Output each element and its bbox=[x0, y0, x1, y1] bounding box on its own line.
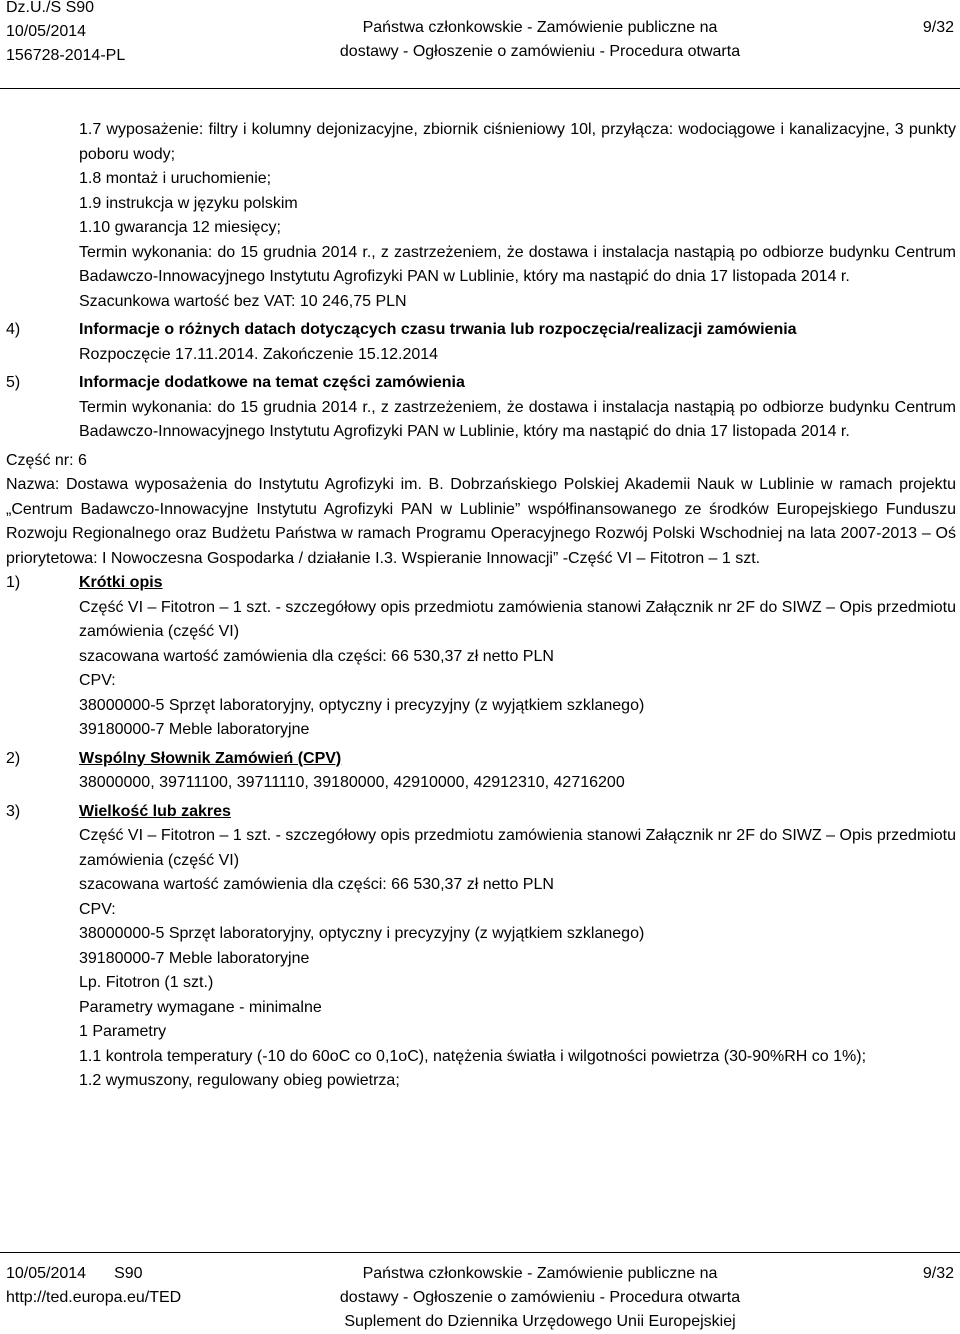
footer-series: S90 bbox=[114, 1265, 143, 1282]
header-rule bbox=[0, 88, 960, 89]
header-title-line1: Państwa członkowskie - Zamówienie publiczne na bbox=[362, 19, 718, 36]
subsection-1-number: 1) bbox=[6, 574, 21, 591]
top-line-5: Termin wykonania: do 15 grudnia 2014 r., z zastrzeżeniem, że dostawa i instalacja nastąpią po odbiorze budynku Centrum Badawczo-Innowacyjnego Instytutu Agrofizyki PAN w Lublinie, który ma nastąpić do dnia 17 listopada 2014 r. bbox=[79, 243, 956, 285]
subsection-3-params-sub: 1 Parametry bbox=[79, 1023, 167, 1040]
part-block bbox=[0, 449, 960, 572]
footer-title-line3: Suplement do Dziennika Urzędowego Unii Europejskiej bbox=[344, 1313, 736, 1330]
header-page-number: 9/32 bbox=[922, 19, 954, 36]
subsection-3-number: 3) bbox=[6, 802, 21, 820]
header-title-line2: dostawy - Ogłoszenie o zamówieniu - Procedura otwarta bbox=[339, 43, 741, 60]
footer-url[interactable]: http://ted.europa.eu/TED bbox=[6, 1289, 182, 1306]
subsection-1-title: Krótki opis bbox=[79, 574, 163, 591]
footer-title-line1: Państwa członkowskie - Zamówienie publiczne na bbox=[362, 1265, 718, 1282]
part-name: Nazwa: Dostawa wyposażenia do Instytutu Agrofizyki im. B. Dobrzańskiego Polskiej Akademii Nauk w Lublinie w ramach projektu „Centrum Badawczo-Innowacyjne Instytutu Agrofizyki PAN w Lublinie” współfinansowanego ze środków Europejskiego Funduszu Rozwoju Regionalnego oraz Budżetu Państwa w ramach Programu Operacyjnego Rozwój Polski Wschodniej na lata 2007-2013 – Oś priorytetowa: I Nowoczesna Gospodarka / działanie I.3. Wspieranie Innowacji” -Część VI – Fitotron – 1 szt. bbox=[6, 476, 956, 567]
section-5 bbox=[0, 371, 960, 445]
footer-page-number: 9/32 bbox=[922, 1265, 954, 1282]
section-4 bbox=[0, 318, 960, 367]
subsection-2-title: Wspólny Słownik Zamówień (CPV) bbox=[79, 749, 342, 767]
subsection-3-param-1: 1.1 kontrola temperatury (-10 do 60oC co 0,1oC), natężenia światła i wilgotności powietrza (30-90%RH co 1%); bbox=[79, 1047, 867, 1065]
section-5-text: Termin wykonania: do 15 grudnia 2014 r., z zastrzeżeniem, że dostawa i instalacja nastąpią po odbiorze budynku Centrum Badawczo-Innowacyjnego Instytutu Agrofizyki PAN w Lublinie, który ma nastąpić do dnia 17 listopada 2014 r. bbox=[79, 398, 956, 440]
top-line-4: 1.10 gwarancja 12 miesięcy; bbox=[79, 219, 281, 236]
subsection-1-value: szacowana wartość zamówienia dla części: 66 530,37 zł netto PLN bbox=[79, 647, 554, 665]
subsection-2-codes: 38000000, 39711100, 39711110, 39180000, 42910000, 42912310, 42716200 bbox=[79, 774, 625, 791]
subsection-3-lp: Lp. Fitotron (1 szt.) bbox=[79, 974, 214, 991]
subsection-3-cpv-label: CPV: bbox=[79, 900, 116, 918]
subsection-3-desc: Część VI – Fitotron – 1 szt. - szczegółowy opis przedmiotu zamówienia stanowi Załącznik nr 2F do SIWZ – Opis przedmiotu zamówienia (część VI) bbox=[79, 827, 956, 869]
top-line-3: 1.9 instrukcja w języku polskim bbox=[79, 194, 298, 212]
page-header bbox=[0, 0, 960, 66]
footer-center bbox=[300, 1262, 780, 1334]
footer-rule bbox=[0, 1252, 960, 1253]
header-notice-id: 156728-2014-PL bbox=[6, 47, 126, 64]
header-left bbox=[6, 0, 125, 68]
header-journal: Dz.U./S S90 bbox=[6, 0, 95, 16]
footer-title-line2: dostawy - Ogłoszenie o zamówieniu - Procedura otwarta bbox=[339, 1289, 741, 1306]
subsection-1-cpv-label: CPV: bbox=[79, 672, 116, 689]
part-label: Część nr: 6 bbox=[6, 451, 87, 469]
section-4-title: Informacje o różnych datach dotyczących czasu trwania lub rozpoczęcia/realizacji zamówienia bbox=[79, 321, 797, 338]
subsection-2-number: 2) bbox=[6, 749, 21, 767]
section-5-number: 5) bbox=[6, 374, 21, 391]
subsection-3-value: szacowana wartość zamówienia dla części: 66 530,37 zł netto PLN bbox=[79, 876, 554, 893]
subsection-3-param-2: 1.2 wymuszony, regulowany obieg powietrza; bbox=[79, 1072, 400, 1089]
subsection-1-cpv-1: 38000000-5 Sprzęt laboratoryjny, optyczny i precyzyjny (z wyjątkiem szklanego) bbox=[79, 696, 645, 714]
section-5-title: Informacje dodatkowe na temat części zamówienia bbox=[79, 374, 465, 391]
subsection-2 bbox=[0, 747, 960, 796]
subsection-3-cpv-2: 39180000-7 Meble laboratoryjne bbox=[79, 949, 310, 967]
header-date: 10/05/2014 bbox=[6, 23, 87, 40]
top-line-2: 1.8 montaż i uruchomienie; bbox=[79, 170, 272, 187]
header-center bbox=[330, 16, 750, 64]
subsection-3-title: Wielkość lub zakres bbox=[79, 802, 231, 820]
section-4-number: 4) bbox=[6, 321, 21, 338]
subsection-1-desc: Część VI – Fitotron – 1 szt. - szczegółowy opis przedmiotu zamówienia stanowi Załącznik nr 2F do SIWZ – Opis przedmiotu zamówienia (część VI) bbox=[79, 598, 956, 640]
footer-left bbox=[6, 1262, 143, 1286]
subsection-1 bbox=[0, 571, 960, 743]
footer-date: 10/05/2014 bbox=[6, 1265, 87, 1282]
top-block bbox=[0, 118, 960, 314]
main-content bbox=[0, 118, 960, 1094]
top-line-1: 1.7 wyposażenie: filtry i kolumny dejonizacyjne, zbiornik ciśnieniowy 10l, przyłącza: wodociągowe i kanalizacyjne, 3 punkty poboru wody; bbox=[79, 121, 956, 163]
section-4-text: Rozpoczęcie 17.11.2014. Zakończenie 15.12.2014 bbox=[79, 345, 439, 363]
subsection-3-cpv-1: 38000000-5 Sprzęt laboratoryjny, optyczny i precyzyjny (z wyjątkiem szklanego) bbox=[79, 925, 645, 942]
subsection-3 bbox=[0, 800, 960, 1094]
subsection-1-cpv-2: 39180000-7 Meble laboratoryjne bbox=[79, 721, 310, 738]
top-line-6: Szacunkowa wartość bez VAT: 10 246,75 PLN bbox=[79, 292, 407, 310]
subsection-3-params-heading: Parametry wymagane - minimalne bbox=[79, 998, 322, 1016]
